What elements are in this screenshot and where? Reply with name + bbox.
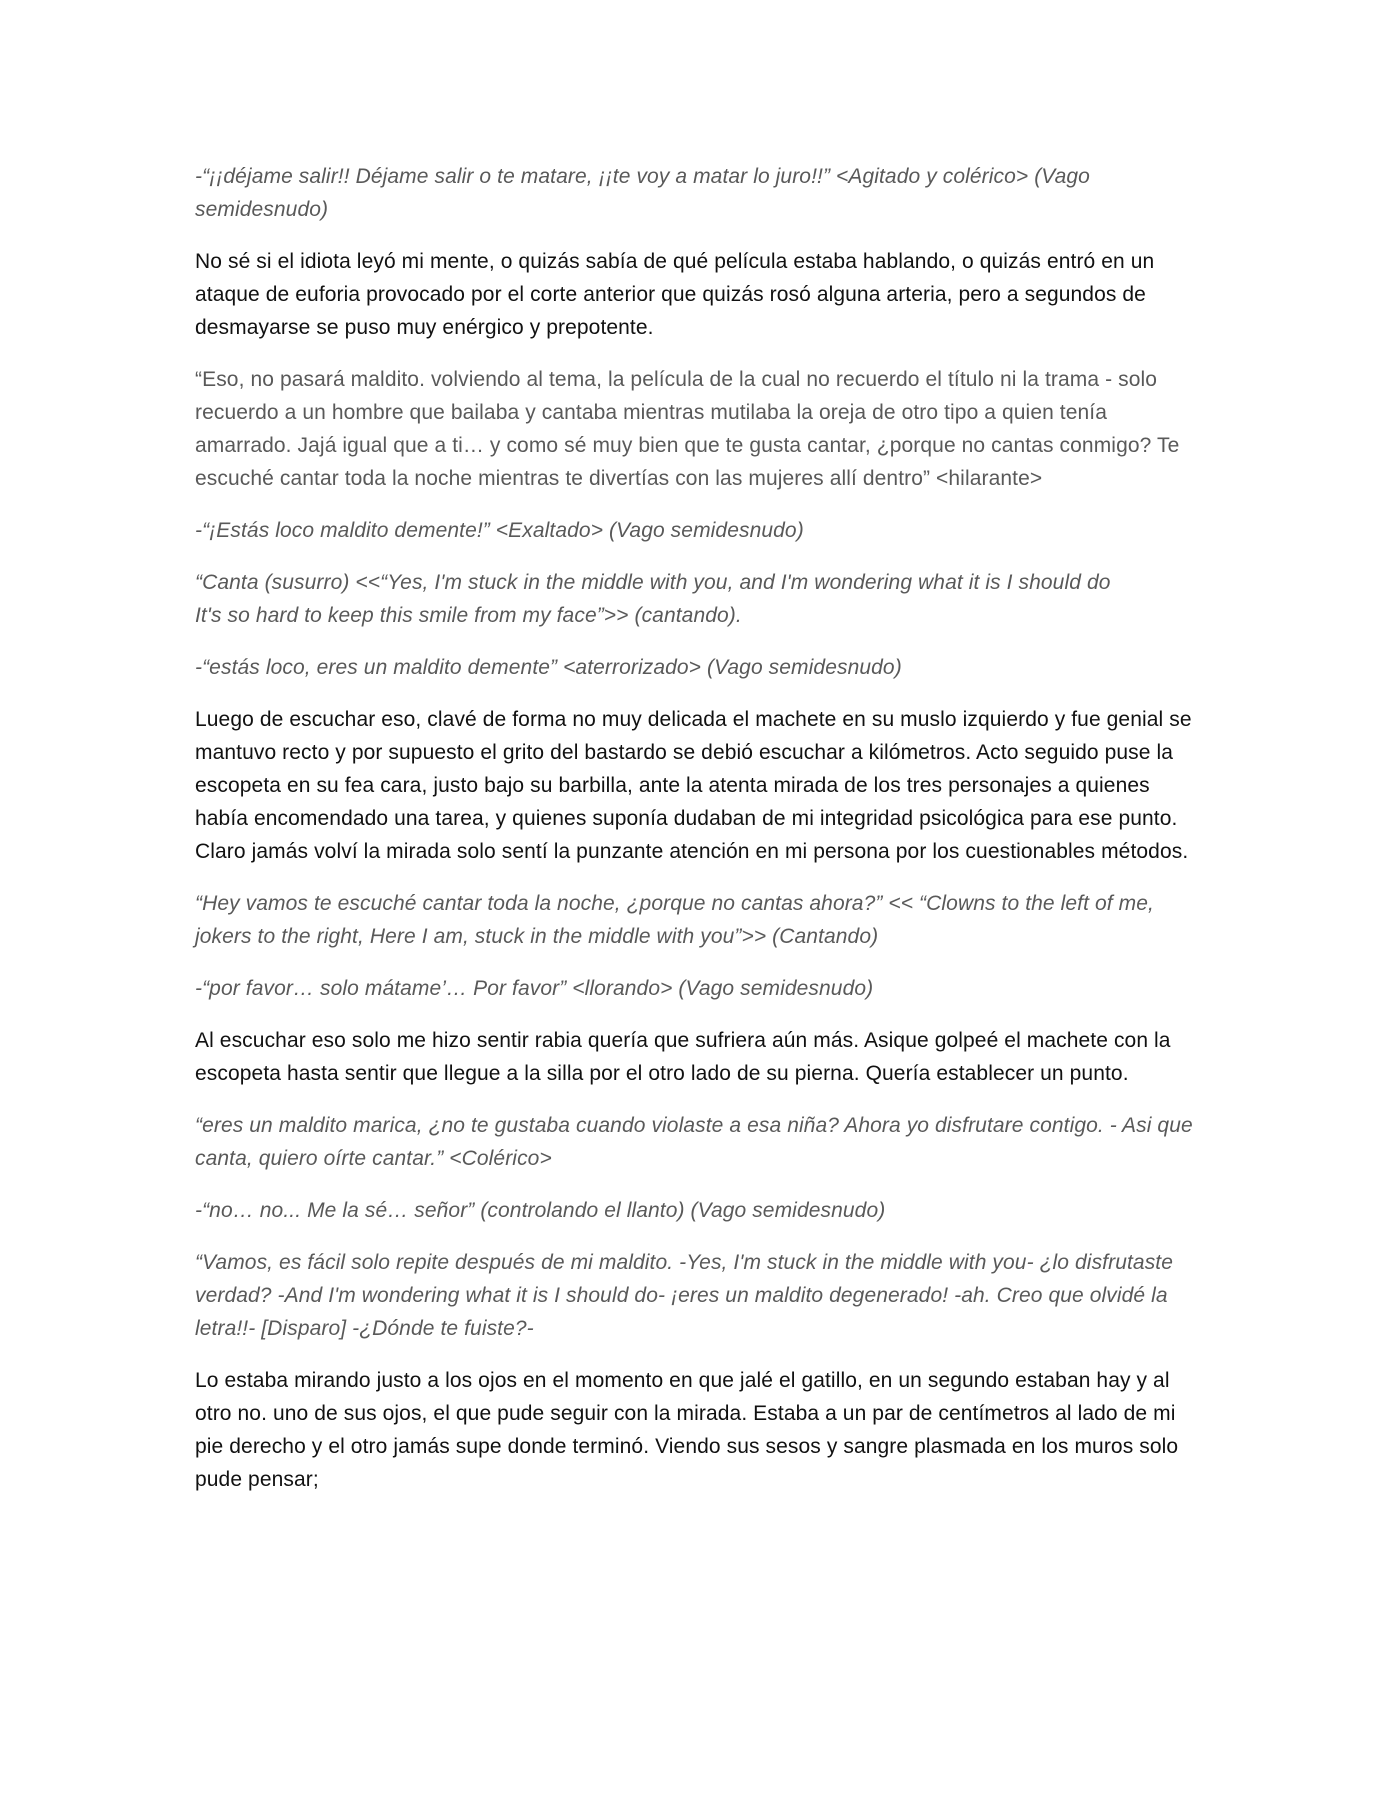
dialogue-paragraph: -“estás loco, eres un maldito demente” <aterrorizado> (Vago semidesnudo) [195, 656, 902, 679]
dialogue-paragraph: “eres un maldito marica, ¿no te gustaba cuando violaste a esa niña? Ahora yo disfrutare contigo. - Asi que canta, quiero oírte cantar.” <Colérico> [195, 1114, 1193, 1170]
dialogue-paragraph: “Vamos, es fácil solo repite después de mi maldito. -Yes, I'm stuck in the middle with you- ¿lo disfrutaste verdad? -And I'm wondering what it is I should do- ¡eres un maldito degenerado! -ah. Creo que olvidé la letra!!- [Disparo] -¿Dónde te fuiste?- [195, 1251, 1174, 1340]
narration-paragraph: Luego de escuchar eso, clavé de forma no muy delicada el machete en su muslo izquierdo y fue genial se mantuvo recto y por supuesto el grito del bastardo se debió escuchar a kilómetros. Acto seguido puse la escopeta en su fea cara, justo bajo su barbilla, ante la atenta mirada de los tres personajes a quienes había encomendado una tarea, y quienes suponía dudaban de mi integridad psicológica para ese punto. Claro jamás volví la mirada solo sentí la punzante atención en mi persona por los cuestionables métodos. [195, 708, 1192, 863]
narration-paragraph: No sé si el idiota leyó mi mente, o quizás sabía de qué película estaba hablando, o quizás entró en un ataque de euforia provocado por el corte anterior que quizás rosó alguna arteria, pero a segundos de desmayarse se puso muy enérgico y prepotente. [195, 250, 1155, 339]
narration-paragraph: Lo estaba mirando justo a los ojos en el momento en que jalé el gatillo, en un segundo estaban hay y al otro no. uno de sus ojos, el que pude seguir con la mirada. Estaba a un par de centímetros al lado de mi pie derecho y el otro jamás supe donde terminó. Viendo sus sesos y sangre plasmada en los muros solo pude pensar; [195, 1369, 1179, 1491]
dialogue-paragraph: “Eso, no pasará maldito. volviendo al tema, la película de la cual no recuerdo el título ni la trama - solo recuerdo a un hombre que bailaba y cantaba mientras mutilaba la oreja de otro tipo a quien tenía amarrado. Jajá igual que a ti… y como sé muy bien que te gusta cantar, ¿porque no cantas conmigo? Te escuché cantar toda la noche mientras te divertías con las mujeres allí dentro” <hilarante> [195, 368, 1180, 490]
dialogue-paragraph: -“¡¡déjame salir!! Déjame salir o te matare, ¡¡te voy a matar lo juro!!” <Agitado y colérico> (Vago semidesnudo) [195, 165, 1090, 221]
dialogue-paragraph: -“¡Estás loco maldito demente!” <Exaltado> (Vago semidesnudo) [195, 519, 804, 542]
dialogue-paragraph: -“no… no... Me la sé… señor” (controlando el llanto) (Vago semidesnudo) [195, 1199, 886, 1222]
dialogue-paragraph: “Canta (susurro) <<“Yes, I'm stuck in the middle with you, and I'm wondering what it is I should do It's so hard to keep this smile from my face”>> (cantando). [195, 571, 1111, 627]
dialogue-paragraph: “Hey vamos te escuché cantar toda la noche, ¿porque no cantas ahora?” << “Clowns to the left of me, jokers to the right, Here I am, stuck in the middle with you”>> (Cantando) [195, 892, 1154, 948]
narration-paragraph: Al escuchar eso solo me hizo sentir rabia quería que sufriera aún más. Asique golpeé el machete con la escopeta hasta sentir que llegue a la silla por el otro lado de su pierna. Quería establecer un punto. [195, 1029, 1171, 1085]
dialogue-paragraph: -“por favor… solo mátame’… Por favor” <llorando> (Vago semidesnudo) [195, 977, 874, 1000]
